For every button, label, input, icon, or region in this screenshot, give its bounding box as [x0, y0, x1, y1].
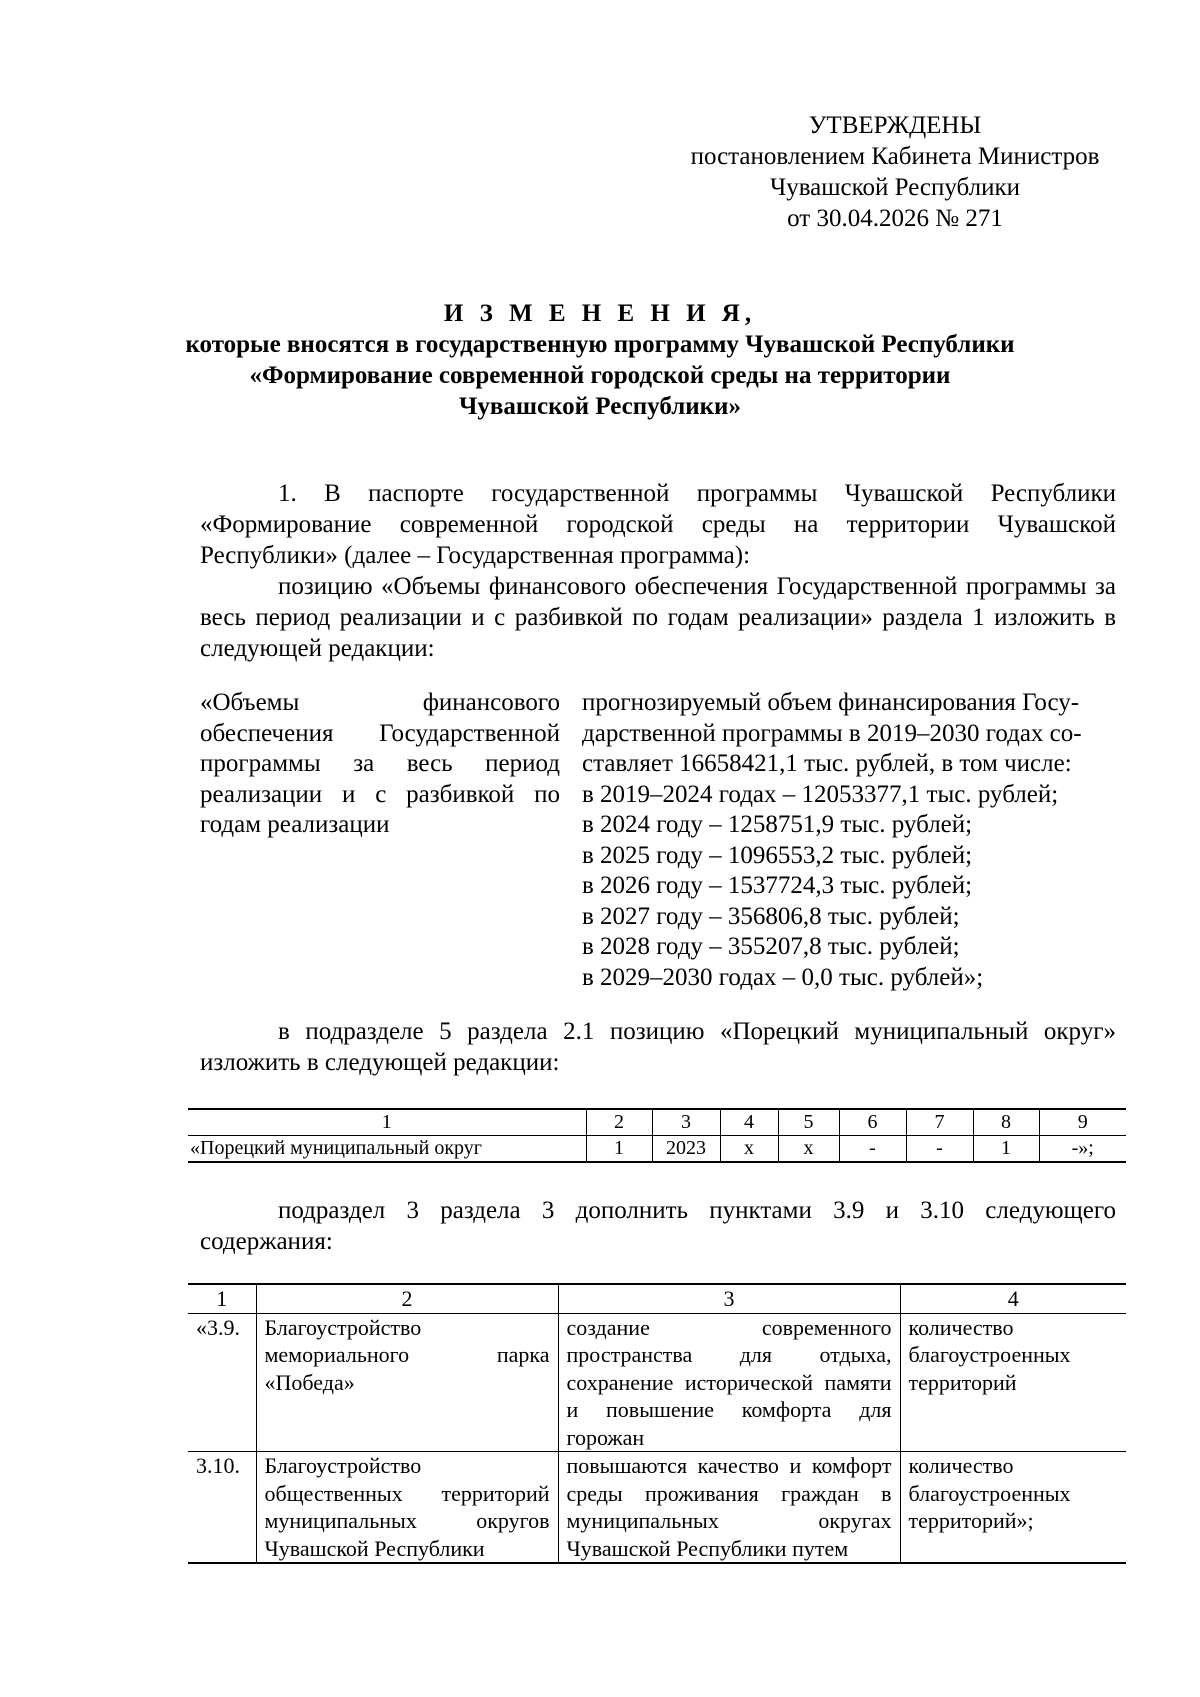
- table-header-cell: 3: [652, 1109, 720, 1136]
- passport-value-line: в 2019–2024 годах – 12053377,1 тыс. рублей;: [582, 780, 1059, 808]
- paragraph-1: 1. В паспорте государственной программы Чувашской Республики «Формирование современной городской среды на территории Чувашской Республики» (далее – Государственная программа):: [200, 480, 1116, 569]
- title-heading: И З М Е Н Е Н И Я,: [443, 300, 757, 327]
- table-header-cell: 3: [558, 1284, 900, 1313]
- approval-line: Чувашской Республики: [769, 174, 1021, 201]
- item-number: 3.10.: [188, 1452, 256, 1564]
- passport-value-line: в 2027 году – 356806,8 тыс. рублей;: [582, 902, 960, 930]
- title-line: которые вносятся в государственную программу Чувашской Республики: [185, 331, 1015, 358]
- title-line: «Формирование современной городской среды на территории: [249, 362, 951, 389]
- paragraph-3: в подразделе 5 раздела 2.1 позицию «Порецкий муниципальный округ» изложить в следующей редакции:: [200, 1018, 1116, 1076]
- table-header-cell: 7: [906, 1109, 973, 1136]
- table-header-cell: 4: [900, 1284, 1126, 1313]
- title-line: Чувашской Республики»: [459, 393, 741, 420]
- passport-value-line: в 2026 году – 1537724,3 тыс. рублей;: [582, 872, 973, 899]
- table-header-cell: 1: [188, 1109, 586, 1136]
- passport-value-line: дарственной программы в 2019–2030 годах со-: [582, 719, 1082, 747]
- table-header-cell: 9: [1039, 1109, 1126, 1136]
- table-header-cell: 2: [586, 1109, 652, 1136]
- item-name: Благоустройство мемориального парка «Победа»: [256, 1313, 558, 1452]
- approval-date-number: от 30.04.2026 № 271: [787, 205, 1003, 232]
- table-header-row: [188, 1284, 1126, 1313]
- paragraph-2: позицию «Объемы финансового обеспечения Государственной программы за весь период реализации и с разбивкой по годам реализации» раздела 1 изложить в следующей редакции:: [200, 573, 1116, 662]
- table-cell: 1: [586, 1136, 652, 1163]
- item-result: создание современного пространства для отдыха, сохранение исторической памяти и повышение комфорта для горожан: [558, 1313, 900, 1452]
- paragraph-4: подраздел 3 раздела 3 дополнить пунктами 3.9 и 3.10 следующего содержания:: [200, 1197, 1116, 1255]
- item-number: «3.9.: [188, 1313, 256, 1452]
- table-cell: 1: [973, 1136, 1039, 1163]
- table-cell: -: [839, 1136, 906, 1163]
- table-header-row: [188, 1109, 1126, 1136]
- item-result: повышаются качество и комфорт среды проживания граждан в муниципальных округах Чувашской Республики путем: [558, 1452, 900, 1564]
- item-indicator: количество благоустроенных территорий: [900, 1313, 1126, 1452]
- passport-value-line: в 2025 году – 1096553,2 тыс. рублей;: [582, 841, 973, 869]
- table-header-cell: 6: [839, 1109, 906, 1136]
- passport-value-line: ставляет 16658421,1 тыс. рублей, в том числе:: [582, 750, 1072, 777]
- table-cell: «Порецкий муниципальный округ: [188, 1136, 586, 1163]
- passport-value-line: в 2028 году – 355207,8 тыс. рублей;: [582, 933, 960, 960]
- approval-line: УТВЕРЖДЕНЫ: [808, 112, 982, 139]
- table-row: [188, 1452, 1126, 1564]
- table-cell: -: [906, 1136, 973, 1163]
- approval-line: постановлением Кабинета Министров: [690, 143, 1100, 170]
- table-header-cell: 8: [973, 1109, 1039, 1136]
- passport-position-name: «Объемы финансового обеспечения Государственной программы за весь период реализации и с разбивкой по годам реализации: [200, 689, 560, 838]
- table-header-cell: 4: [720, 1109, 778, 1136]
- document-title: [180, 298, 1020, 422]
- approval-block: [670, 110, 1120, 234]
- item-name: Благоустройство общественных территорий муниципальных округов Чувашской Республики: [256, 1452, 558, 1564]
- program-items-table: [188, 1283, 1126, 1564]
- table-header-cell: 5: [778, 1109, 839, 1136]
- item-indicator: количество благоустроенных территорий»;: [900, 1452, 1126, 1564]
- passport-value-line: в 2024 году – 1258751,9 тыс. рублей;: [582, 811, 973, 838]
- table-row: [188, 1136, 1126, 1163]
- passport-position-value: [582, 688, 1116, 993]
- municipal-district-table: [188, 1108, 1126, 1163]
- table-cell: 2023: [652, 1136, 720, 1163]
- table-header-cell: 2: [256, 1284, 558, 1313]
- passport-value-line: в 2029–2030 годах – 0,0 тыс. рублей»;: [582, 963, 984, 991]
- table-cell: х: [720, 1136, 778, 1163]
- passport-value-line: прогнозируемый объем финансирования Госу-: [582, 689, 1080, 716]
- table-cell: х: [778, 1136, 839, 1163]
- table-cell: -»;: [1039, 1136, 1126, 1163]
- table-header-cell: 1: [188, 1284, 256, 1313]
- table-row: [188, 1313, 1126, 1452]
